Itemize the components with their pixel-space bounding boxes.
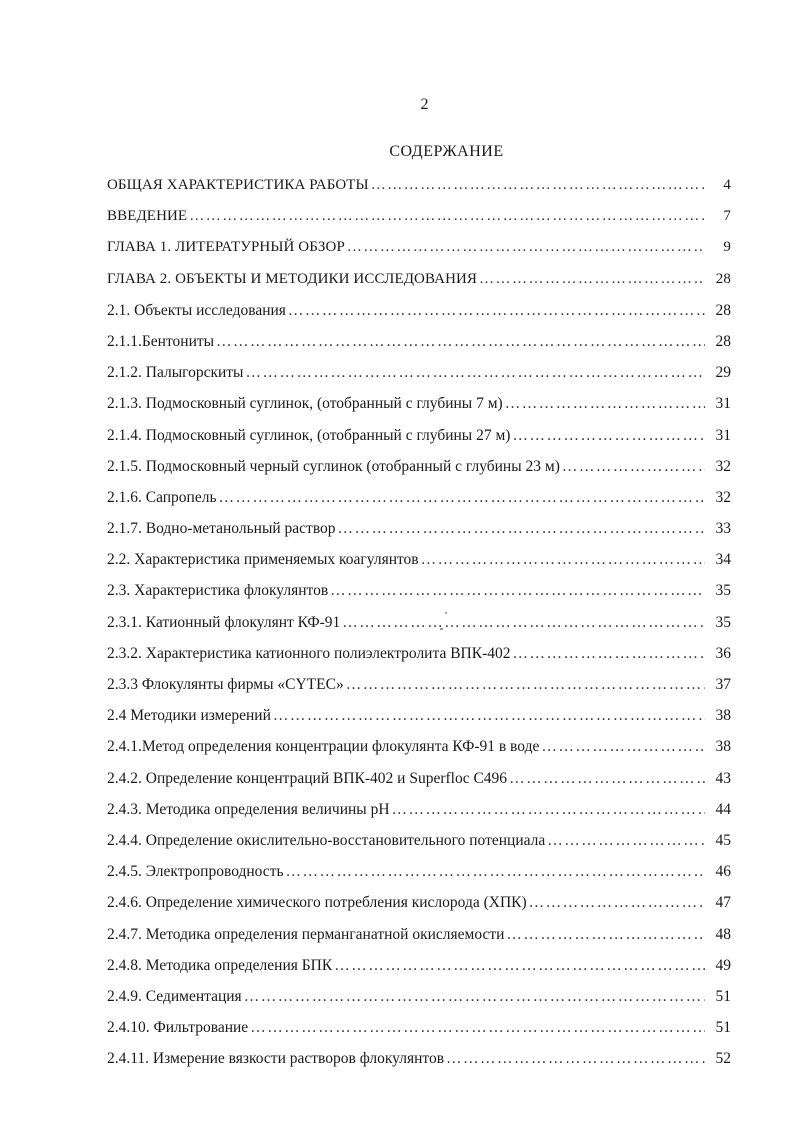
toc-entry-label: 2.4.4. Определение окислительно-восстановительного потенциала <box>107 831 546 849</box>
toc-leader-dots <box>273 700 705 731</box>
toc-leader-dots <box>219 482 705 513</box>
toc-leader-dots <box>244 981 705 1012</box>
toc-entry <box>107 1043 731 1074</box>
toc-entry-page: 31 <box>715 426 731 444</box>
toc-leader-dots <box>216 326 705 357</box>
toc-leader-dots <box>562 451 705 482</box>
toc-entry-label: 2.3. Характеристика флокулянтов <box>107 582 329 600</box>
toc-entry-label: 2.4.2. Определение концентраций ВПК-402 и Superfloc C496 <box>107 769 508 787</box>
toc-entry <box>107 763 731 794</box>
toc-leader-dots <box>446 1043 705 1074</box>
toc-entry <box>107 295 731 326</box>
toc-entry <box>107 544 731 575</box>
toc-entry-label: 2.4.9. Седиментация <box>107 987 242 1005</box>
toc-leader-dots <box>189 201 705 232</box>
toc-leader-dots <box>245 357 705 388</box>
toc-entry <box>107 451 731 482</box>
toc-leader-dots <box>250 1012 705 1043</box>
toc-entry <box>107 950 731 981</box>
toc-entry-page: 38 <box>715 738 731 756</box>
toc-entry <box>107 357 731 388</box>
toc-leader-dots <box>330 575 705 606</box>
toc-leader-dots <box>288 295 705 326</box>
page-number: 2 <box>420 96 429 113</box>
toc-entry-label: 2.1.6. Сапропель <box>107 488 217 506</box>
toc-entry-page: 51 <box>715 1019 731 1037</box>
toc-leader-dots <box>541 731 705 762</box>
toc-leader-dots <box>371 170 705 201</box>
toc-entry-page: 33 <box>715 520 731 538</box>
toc-entry-label: 2.2. Характеристика применяемых коагулянтов <box>107 551 419 569</box>
toc-entry <box>107 700 731 731</box>
toc-entry-page: 7 <box>723 208 731 225</box>
toc-entry-label: 2.4.7. Методика определения перманганатной окисляемости <box>107 925 505 943</box>
toc-entry-label: 2.1.4. Подмосковный суглинок, (отобранный с глубины 27 м) <box>107 426 511 444</box>
toc-entry <box>107 731 731 762</box>
toc-entry-label: 2.4.11. Измерение вязкости растворов флокулянтов <box>107 1050 445 1068</box>
scan-speck <box>440 628 443 630</box>
toc-entry-label: 2.3.3 Флокулянты фирмы «CYTEC» <box>107 676 344 693</box>
toc-leader-dots <box>338 513 705 544</box>
toc-entry <box>107 1012 731 1043</box>
toc-entry <box>107 326 731 357</box>
toc-entry-label: 2.1.5. Подмосковный черный суглинок (отобранный с глубины 23 м) <box>107 457 560 475</box>
toc-leader-dots <box>529 887 705 918</box>
toc-leader-dots <box>512 420 705 451</box>
toc-entry <box>107 825 731 856</box>
toc-entry <box>107 513 731 544</box>
table-of-contents <box>107 170 731 1074</box>
toc-entry-page: 35 <box>715 613 731 631</box>
toc-entry <box>107 232 731 263</box>
toc-entry-page: 35 <box>715 582 731 600</box>
scan-speck <box>418 595 419 596</box>
scan-speck <box>445 612 447 614</box>
toc-entry <box>107 919 731 950</box>
toc-leader-dots <box>512 638 705 669</box>
toc-entry-page: 28 <box>715 270 731 287</box>
toc-leader-dots <box>506 919 705 950</box>
toc-entry-page: 37 <box>715 676 731 693</box>
toc-entry-page: 44 <box>715 800 731 818</box>
toc-entry-page: 48 <box>715 925 731 943</box>
toc-entry <box>107 981 731 1012</box>
toc-leader-dots <box>347 232 705 263</box>
toc-entry-page: 52 <box>715 1050 731 1068</box>
toc-entry-page: 28 <box>715 301 731 319</box>
toc-entry-page: 28 <box>715 332 731 350</box>
toc-entry-page: 31 <box>715 395 731 413</box>
toc-entry <box>107 388 731 419</box>
toc-entry-page: 34 <box>715 551 731 569</box>
toc-entry-label: 2.1.2. Палыгорскиты <box>107 364 244 382</box>
toc-entry-label: 2.3.2. Характеристика катионного полиэлектролита ВПК-402 <box>107 644 511 662</box>
toc-entry-page: 29 <box>715 364 731 382</box>
toc-entry <box>107 482 731 513</box>
toc-leader-dots <box>334 950 705 981</box>
toc-entry-label: 2.4.6. Определение химического потребления кислорода (ХПК) <box>107 894 527 912</box>
toc-entry-label: 2.4.5. Электропроводность <box>107 863 284 881</box>
toc-entry <box>107 264 731 295</box>
toc-entry-page: 47 <box>715 894 731 912</box>
toc-entry-page: 36 <box>715 644 731 662</box>
toc-leader-dots <box>509 763 705 794</box>
toc-leader-dots <box>392 794 705 825</box>
toc-entry-page: 4 <box>723 177 731 193</box>
toc-entry-label: ВВЕДЕНИЕ <box>107 208 188 225</box>
toc-entry-label: ОБЩАЯ ХАРАКТЕРИСТИКА РАБОТЫ <box>107 177 369 193</box>
toc-entry-page: 49 <box>715 956 731 974</box>
toc-leader-dots <box>479 264 705 295</box>
toc-leader-dots <box>421 544 705 575</box>
toc-entry-page: 38 <box>715 707 731 725</box>
toc-entry <box>107 669 731 700</box>
toc-entry-label: ГЛАВА 2. ОБЪЕКТЫ И МЕТОДИКИ ИССЛЕДОВАНИЯ <box>107 270 478 287</box>
toc-entry <box>107 794 731 825</box>
toc-entry-page: 45 <box>715 831 731 849</box>
toc-leader-dots <box>342 607 705 638</box>
toc-title: СОДЕРЖАНИЕ <box>389 143 504 160</box>
toc-entry-label: 2.1.3. Подмосковный суглинок, (отобранный с глубины 7 м) <box>107 395 503 413</box>
toc-entry <box>107 201 731 232</box>
toc-entry-label: 2.4.10. Фильтрование <box>107 1019 249 1037</box>
toc-entry-label: 2.4.1.Метод определения концентрации флокулянта КФ-91 в воде <box>107 738 540 756</box>
toc-entry-page: 32 <box>715 488 731 506</box>
toc-entry <box>107 420 731 451</box>
toc-entry <box>107 170 731 201</box>
toc-entry <box>107 856 731 887</box>
toc-entry <box>107 638 731 669</box>
toc-entry-label: 2.4.8. Методика определения БПК <box>107 956 333 974</box>
toc-entry-label: 2.3.1. Катионный флокулянт КФ-91 <box>107 613 341 631</box>
toc-entry-label: 2.1.7. Водно-метанольный раствор <box>107 520 336 538</box>
toc-entry-label: ГЛАВА 1. ЛИТЕРАТУРНЫЙ ОБЗОР <box>107 239 345 256</box>
toc-entry-page: 32 <box>715 457 731 475</box>
toc-entry <box>107 607 731 638</box>
toc-entry <box>107 575 731 606</box>
toc-entry-page: 9 <box>723 239 731 256</box>
toc-leader-dots <box>286 856 705 887</box>
toc-entry-label: 2.4.3. Методика определения величины pH <box>107 800 390 818</box>
toc-leader-dots <box>346 669 705 700</box>
toc-entry-label: 2.1. Объекты исследования <box>107 301 286 319</box>
toc-entry-page: 51 <box>715 987 731 1005</box>
toc-leader-dots <box>505 388 705 419</box>
toc-entry <box>107 887 731 918</box>
toc-leader-dots <box>547 825 705 856</box>
toc-entry-label: 2.1.1.Бентониты <box>107 332 215 350</box>
toc-entry-page: 46 <box>715 863 731 881</box>
toc-entry-page: 43 <box>715 769 731 787</box>
toc-entry-label: 2.4 Методики измерений <box>107 707 271 725</box>
